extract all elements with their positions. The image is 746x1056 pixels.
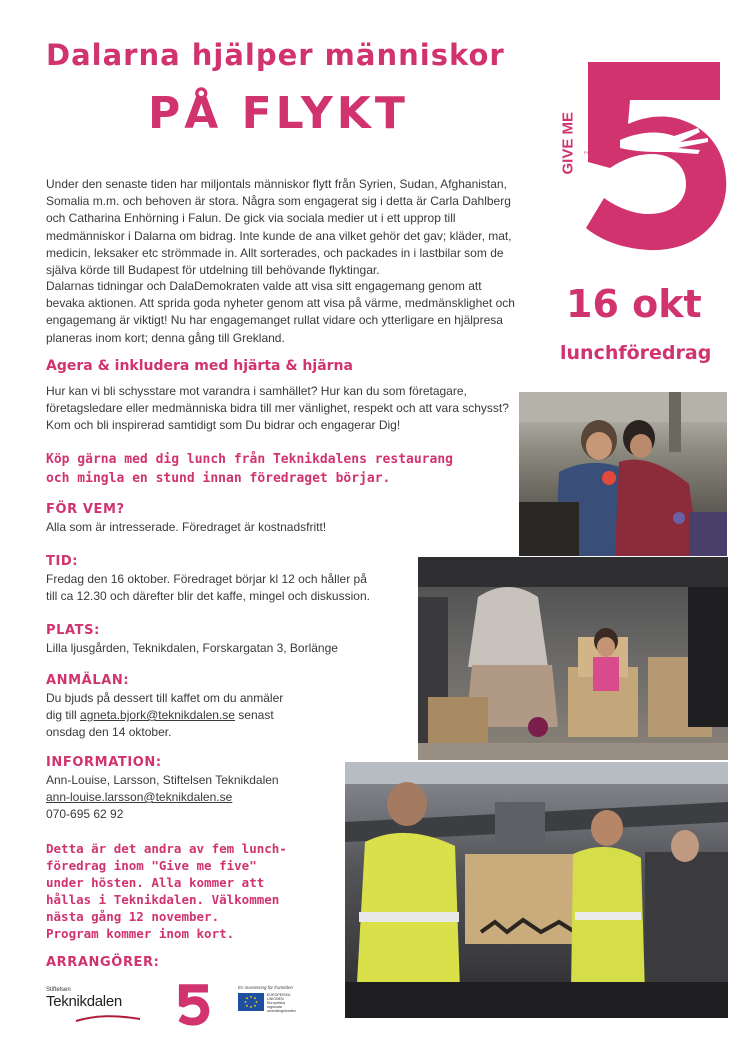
anmalan-text (46, 690, 283, 741)
intro-paragraph-2: Dalarnas tidningar och DalaDemokraten valde att visa sitt engagemang genom att bevaka aktionen. Att sprida goda nyheter genom att visa på värme, medmänsklighet och engagemang är viktigt! Nu har engagemanget rullat vidare och ytterligare en hjälpresa planeras inom kort; denna gång till Grekland. (46, 279, 515, 345)
closing-line: hållas i Teknikdalen. Välkommen (46, 892, 280, 907)
page-title-line2: PÅ FLYKT (148, 88, 409, 139)
event-type: lunchföredrag (560, 342, 712, 364)
page-title-line1: Dalarna hjälper människor (46, 38, 505, 72)
photo-volunteers-image (345, 762, 728, 1018)
powered-by-text: POWERED BY SMARTSIGN (584, 150, 642, 155)
anmalan-line3: onsdag den 14 oktober. (46, 725, 172, 739)
teknikdalen-logo (46, 987, 146, 1021)
intro-paragraph-1: Under den senaste tiden har miljontals människor flytt från Syrien, Sudan, Afghanistan, Somalia m.m. och behoven är stora. Några som engagerat sig i detta är Carla Dahlberg och Catharina Enhörning i Falun. De gick via sociala medier ut i ett upprop till medmänniskor i Dalarna om bidrag. Inte kunde de ana vilket gehör det gav; kläder, mat, medicin, leksaker etc strömmade in. Allt sorterades, och packades in i lastbilar som de själva körde till Budapest för utdelning till behövande flyktingar. (46, 177, 512, 278)
for-vem-text: Alla som är intresserade. Föredraget är kostnadsfritt! (46, 520, 327, 534)
tid-text (46, 571, 370, 605)
photo-boxes-child-image (418, 557, 728, 760)
give-me-five-logo-small (170, 982, 212, 1026)
anmalan-email-link[interactable]: agneta.bjork@teknikdalen.se (80, 708, 235, 722)
eu-flag-icon (238, 993, 264, 1011)
closing-line: nästa gång 12 november. (46, 909, 220, 924)
tid-line2: till ca 12.30 och därefter blir det kaffe, mingel och diskussion. (46, 589, 370, 603)
eu-label-line: regionala (267, 1005, 282, 1009)
give-me-five-logo-graphic (548, 52, 738, 252)
arrangorer-heading: ARRANGÖRER: (46, 955, 160, 970)
for-vem-heading: FÖR VEM? (46, 502, 125, 517)
event-date: 16 okt (566, 282, 702, 326)
teknikdalen-swoosh-icon (46, 1015, 142, 1023)
lunch-cta (46, 450, 506, 488)
give-me-five-small-icon (170, 982, 212, 1026)
information-phone: 070-695 62 92 (46, 807, 124, 821)
plats-heading: PLATS: (46, 623, 100, 638)
give-me-five-logo (548, 52, 738, 252)
anmalan-line2 (46, 707, 283, 724)
photo-refugee-children (519, 392, 727, 556)
eu-label-line: UNIONEN (267, 997, 284, 1001)
teknikdalen-logo-small: Stiftelsen (46, 987, 71, 993)
information-name: Ann-Louise, Larsson, Stiftelsen Teknikdalen (46, 773, 279, 787)
information-heading: INFORMATION: (46, 755, 162, 770)
eu-label-line: utvecklingsfonden (267, 1009, 296, 1013)
eu-label-line: EUROPEISKA (267, 993, 291, 997)
photo-refugee-children-image (519, 392, 727, 556)
eu-label-line: Europeiska (267, 1001, 285, 1005)
plats-text: Lilla ljusgården, Teknikdalen, Forskargatan 3, Borlänge (46, 641, 338, 655)
closing-line: Detta är det andra av fem lunch- (46, 841, 287, 856)
photo-boxes-child (418, 557, 728, 760)
lunch-cta-line2: och mingla en stund innan föredraget börjar. (46, 471, 391, 486)
closing-line: Program kommer inom kort. (46, 926, 235, 941)
give-me-text: GIVE ME (559, 111, 577, 175)
anmalan-heading: ANMÄLAN: (46, 673, 130, 688)
agera-text: Hur kan vi bli schysstare mot varandra i samhället? Hur kan du som företagare, företagsledare eller medmänniska bidra till mer vänlighet, respekt och att vara schysst? Kom och bli inspirerad samtidigt som Du bidrar och engagerar Dig! (46, 384, 509, 433)
tid-heading: TID: (46, 554, 79, 569)
eu-caption: En investering för framtiden (238, 985, 294, 990)
eu-logo (238, 985, 328, 1021)
anmalan-line2-prefix: dig till (46, 708, 81, 722)
tid-line1: Fredag den 16 oktober. Föredraget börjar kl 12 och håller på (46, 572, 367, 586)
photo-volunteers (345, 762, 728, 1018)
closing-line: under hösten. Alla kommer att (46, 875, 265, 890)
information-email-link[interactable]: ann-louise.larsson@teknikdalen.se (46, 790, 233, 804)
closing-line: föredrag inom "Give me five" (46, 858, 257, 873)
closing-text (46, 840, 316, 942)
teknikdalen-logo-name: Teknikdalen (46, 993, 122, 1010)
lunch-cta-line1: Köp gärna med dig lunch från Teknikdalens restaurang (46, 452, 453, 467)
agera-heading: Agera & inkludera med hjärta & hjärna (46, 358, 353, 374)
anmalan-line1: Du bjuds på dessert till kaffet om du anmäler (46, 691, 284, 705)
eu-label (267, 993, 296, 1013)
information-text (46, 772, 279, 823)
anmalan-line2-suffix: senast (234, 708, 274, 722)
